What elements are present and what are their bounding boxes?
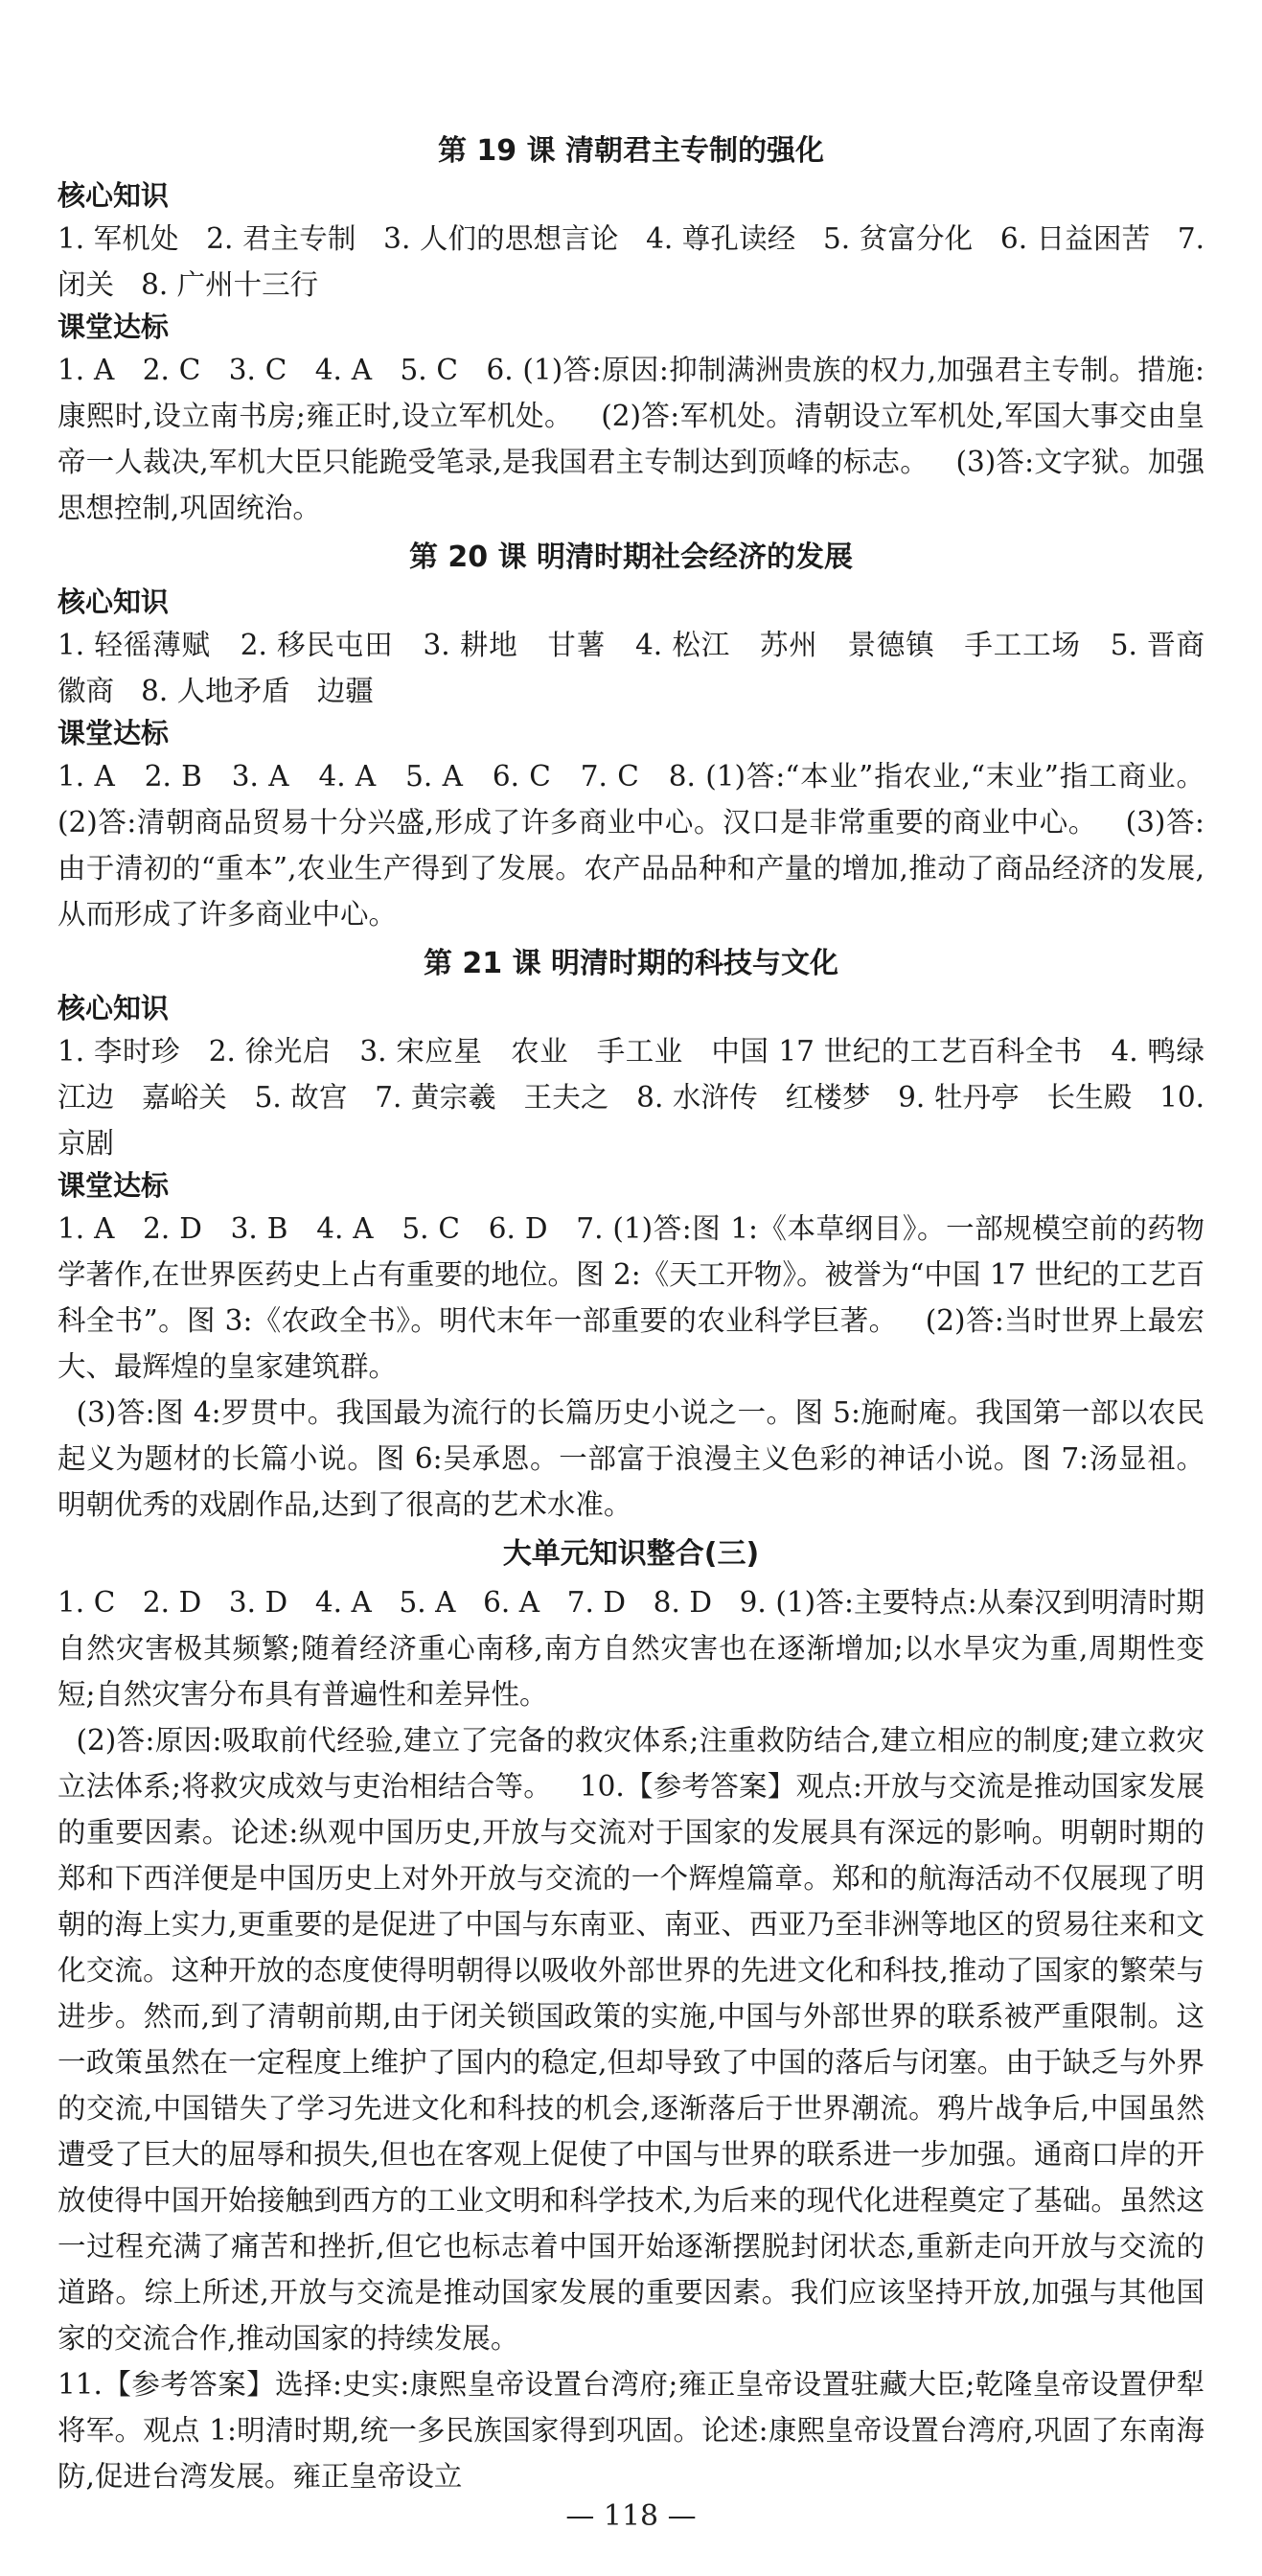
unit-3-answers-part1: 1. C 2. D 3. D 4. A 5. A 6. A 7. D 8. D 9. (1)答:主要特点:从秦汉到明清时期自然灾害极其频繁;随着经济重心南移,南方自然灾害也在逐渐增加;以水旱灾为重,周期性变短;自然灾害分布具有普遍性和差异性。 <box>57 1586 1205 1711</box>
lesson-19-core-heading: 核心知识 <box>57 179 170 212</box>
lesson-19-section <box>57 130 1214 531</box>
lesson-21-core-answers: 1. 李时珍 2. 徐光启 3. 宋应星 农业 手工业 中国 17 世纪的工艺百科全书 4. 鸭绿江边 嘉峪关 5. 故宫 7. 黄宗羲 王夫之 8. 水浒传 红楼梦 9. 牡丹亭 长生殿 10. 京剧 <box>57 1035 1214 1160</box>
lesson-19-core-answers: 1. 军机处 2. 君主专制 3. 人们的思想言论 4. 尊孔读经 5. 贫富分化 6. 日益困苦 7. 闭关 8. 广州十三行 <box>57 222 1214 301</box>
lesson-21-title: 第 21 课 明清时期的科技与文化 <box>423 947 839 980</box>
unit-3-answers-part3: 11.【参考答案】选择:史实:康熙皇帝设置台湾府;雍正皇帝设置驻藏大臣;乾隆皇帝设置伊犁将军。观点 1:明清时期,统一多民族国家得到巩固。论述:康熙皇帝设置台湾府,巩固了东南海防,促进台湾发展。雍正皇帝设立 <box>57 2368 1205 2493</box>
lesson-21-class-heading: 课堂达标 <box>57 1169 170 1202</box>
lesson-20-core-answers: 1. 轻徭薄赋 2. 移民屯田 3. 耕地 甘薯 4. 松江 苏州 景德镇 手工工场 5. 晋商 徽商 8. 人地矛盾 边疆 <box>57 629 1232 707</box>
unit-3-title: 大单元知识整合(三) <box>502 1537 760 1571</box>
lesson-19-class-heading: 课堂达标 <box>57 310 170 343</box>
page-number: — 118 — <box>565 2499 697 2533</box>
lesson-20-class-heading: 课堂达标 <box>57 717 170 749</box>
lesson-20-core-heading: 核心知识 <box>57 586 170 618</box>
unit-3-answers-part2: (2)答:原因:吸取前代经验,建立了完备的救灾体系;注重救防结合,建立相应的制度;建立救灾立法体系;将救灾成效与吏治相结合等。 10.【参考答案】观点:开放与交流是推动国家发展的重要因素。论述:纵观中国历史,开放与交流对于国家的发展具有深远的影响。明朝时期的郑和下西洋便是中国历史上对外开放与交流的一个辉煌篇章。郑和的航海活动不仅展现了明朝的海上实力,更重要的是促进了中国与东南亚、南亚、西亚乃至非洲等地区的贸易往来和文化交流。这种开放的态度使得明朝得以吸收外部世界的先进文化和科技,推动了国家的繁荣与进步。然而,到了清朝前期,由于闭关锁国政策的实施,中国与外部世界的联系被严重限制。这一政策虽然在一定程度上维护了国内的稳定,但却导致了中国的落后与闭塞。由于缺乏与外界的交流,中国错失了学习先进文化和科技的机会,逐渐落后于世界潮流。鸦片战争后,中国虽然遭受了巨大的屈辱和损失,但也在客观上促使了中国与世界的联系进一步加强。通商口岸的开放使得中国开始接触到西方的工业文明和科学技术,为后来的现代化进程奠定了基础。虽然这一过程充满了痛苦和挫折,但它也标志着中国开始逐渐摆脱封闭状态,重新走向开放与交流的道路。综上所述,开放与交流是推动国家发展的重要因素。我们应该坚持开放,加强与其他国家的交流合作,推动国家的持续发展。 <box>57 1724 1205 2355</box>
lesson-21-class-answers-part1: 1. A 2. D 3. B 4. A 5. C 6. D 7. (1)答:图 1:《本草纲目》。一部规模空前的药物学著作,在世界医药史上占有重要的地位。图 2:《天工开物》。被誉为“中国 17 世纪的工艺百科全书”。图 3:《农政全书》。明代末年一部重要的农业科学巨著。 (2)答:当时世界上最宏大、最辉煌的皇家建筑群。 <box>57 1212 1205 1383</box>
lesson-21-section <box>57 943 1214 1528</box>
lesson-20-section <box>57 537 1232 937</box>
lesson-19-title: 第 19 课 清朝君主专制的强化 <box>437 134 825 168</box>
lesson-21-class-answers-part2: (3)答:图 4:罗贯中。我国最为流行的长篇历史小说之一。图 5:施耐庵。我国第一部以农民起义为题材的长篇小说。图 6:吴承恩。一部富于浪漫主义色彩的神话小说。图 7:汤显祖。明朝优秀的戏剧作品,达到了很高的艺术水准。 <box>57 1396 1205 1521</box>
lesson-21-core-heading: 核心知识 <box>57 992 170 1024</box>
lesson-20-title: 第 20 课 明清时期社会经济的发展 <box>408 540 854 574</box>
lesson-19-class-answers: 1. A 2. C 3. C 4. A 5. C 6. (1)答:原因:抑制满洲贵族的权力,加强君主专制。措施:康熙时,设立南书房;雍正时,设立军机处。 (2)答:军机处。清朝设立军机处,军国大事交由皇帝一人裁决,军机大臣只能跪受笔录,是我国君主专制达到顶峰的标志。 (3)答:文字狱。加强思想控制,巩固统治。 <box>57 354 1205 524</box>
unit-3-section <box>57 1533 1205 2499</box>
lesson-20-class-answers: 1. A 2. B 3. A 4. A 5. A 6. C 7. C 8. (1)答:“本业”指农业,“末业”指工商业。 (2)答:清朝商品贸易十分兴盛,形成了许多商业中心。汉口是非常重要的商业中心。 (3)答:由于清初的“重本”,农业生产得到了发展。农产品品种和产量的增加,推动了商品经济的发展,从而形成了许多商业中心。 <box>57 760 1232 931</box>
